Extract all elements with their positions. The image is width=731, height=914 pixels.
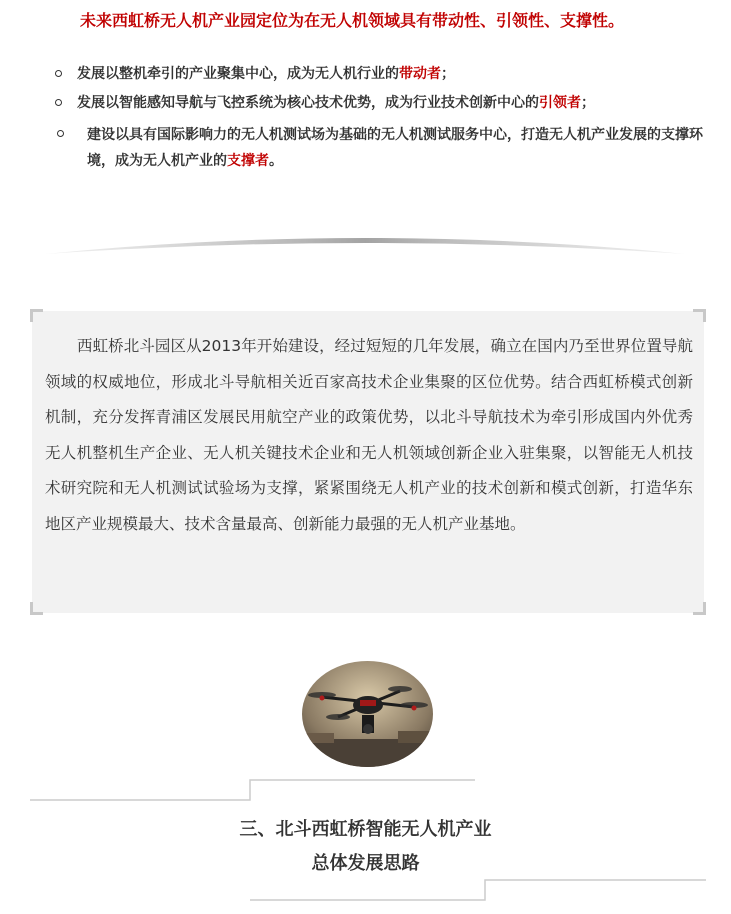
list-item-tail: 。 bbox=[269, 153, 283, 169]
description-box bbox=[32, 311, 704, 613]
positioning-list bbox=[55, 62, 705, 178]
list-item bbox=[55, 62, 705, 87]
corner-bracket-icon bbox=[693, 602, 706, 615]
intro-statement: 未来西虹桥无人机产业园定位为在无人机领域具有带动性、引领性、支撑性。 bbox=[80, 11, 625, 30]
list-item-highlight: 引领者 bbox=[539, 95, 581, 111]
list-item-text: 发展以整机牵引的产业聚集中心，成为无人机行业的 bbox=[77, 66, 399, 82]
list-item bbox=[55, 122, 705, 174]
list-item-highlight: 带动者 bbox=[399, 66, 441, 82]
corner-bracket-icon bbox=[693, 309, 706, 322]
circle-bullet-icon bbox=[55, 70, 62, 77]
list-item-text: 发展以智能感知导航与飞控系统为核心技术优势，成为行业技术创新中心的 bbox=[77, 95, 539, 111]
corner-bracket-icon bbox=[30, 602, 43, 615]
list-item-tail: ； bbox=[581, 95, 595, 111]
drone-photo bbox=[302, 661, 433, 767]
list-item bbox=[55, 91, 705, 116]
list-item-highlight: 支撑者 bbox=[227, 153, 269, 169]
section-subtitle: 总体发展思路 bbox=[311, 853, 420, 874]
list-item-tail: ； bbox=[441, 66, 455, 82]
drone-image bbox=[302, 661, 433, 767]
list-item-text: 建设以具有国际影响力的无人机测试场为基础的无人机测试服务中心，打造无人机产业发展的支撑环境，成为无人机产业的 bbox=[87, 127, 703, 169]
circle-bullet-icon bbox=[57, 130, 64, 137]
section-title: 三、北斗西虹桥智能无人机产业 bbox=[239, 819, 492, 840]
shadow-divider bbox=[45, 228, 685, 260]
description-paragraph: 西虹桥北斗园区从2013年开始建设，经过短短的几年发展，确立在国内乃至世界位置导航领域的权威地位，形成北斗导航相关近百家高技术企业集聚的区位优势。结合西虹桥模式创新机制，充分发挥青浦区发展民用航空产业的政策优势，以北斗导航技术为牵引形成国内外优秀无人机整机生产企业、无人机关键技术企业和无人机领域创新企业入驻集聚，以智能无人机技术研究院和无人机测试试验场为支撑，紧紧围绕无人机产业的技术创新和模式创新，打造华东地区产业规模最大、技术含量最高、创新能力最强的无人机产业基地。 bbox=[45, 337, 693, 533]
circle-bullet-icon bbox=[55, 99, 62, 106]
corner-bracket-icon bbox=[30, 309, 43, 322]
